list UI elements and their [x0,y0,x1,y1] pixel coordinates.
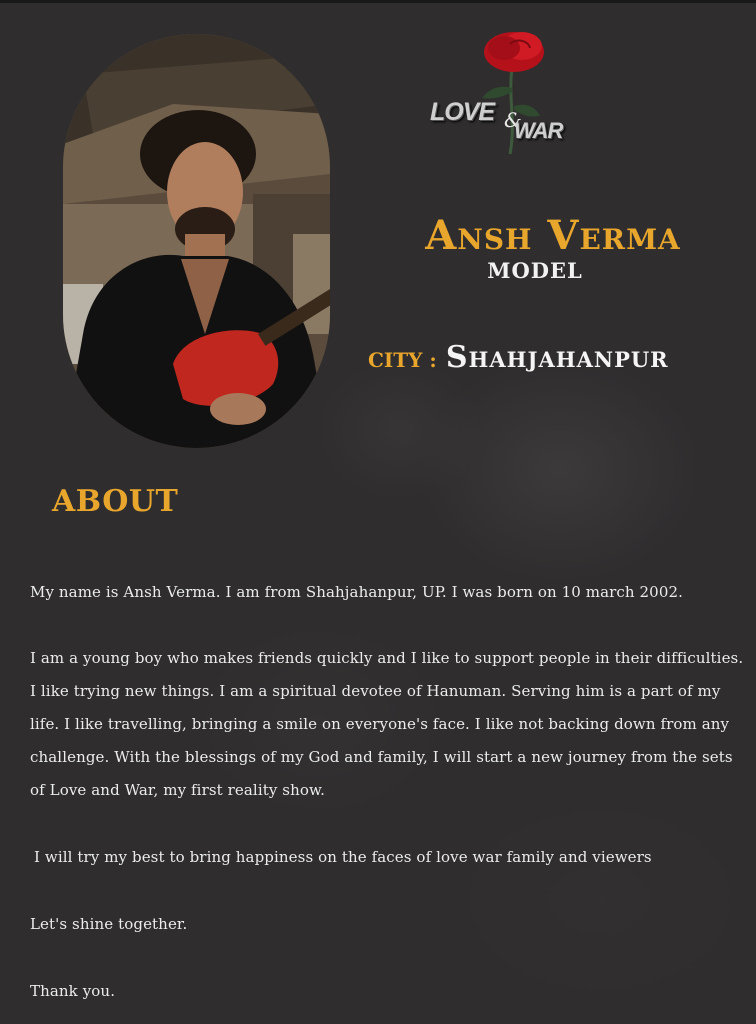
city-row [368,340,669,375]
city-value: Shahjahanpur [445,340,669,375]
top-border [0,0,756,3]
profile-photo [63,34,330,448]
rose-icon [420,28,600,158]
person-role: MODEL [487,258,583,283]
logo-word-war: WAR [514,118,563,143]
about-paragraph-shine: Let's shine together. [30,915,188,933]
logo-word-love: LOVE [430,98,495,126]
about-paragraph-promise: I will try my best to bring happiness on the faces of love war family and viewers [34,848,652,866]
city-label: CITY : [368,348,437,372]
person-name: Ansh Verma [425,212,681,259]
about-paragraph-main: I am a young boy who makes friends quickly and I like to support people in their difficulties. I like trying new things. I am a spiritual devotee of Hanuman. Serving him is a part of my life. I like travelling, bringing a smile on everyone's face. I like not backing down from any challenge. With the blessings of my God and family, I will start a new journey from the sets of Love and War, my first reality show. [30,649,744,799]
love-war-logo [420,28,600,158]
logo-ampersand: & [504,108,522,132]
about-heading: ABOUT [52,484,179,519]
about-paragraph-thanks: Thank you. [30,982,116,1000]
about-paragraph-intro: My name is Ansh Verma. I am from Shahjahanpur, UP. I was born on 10 march 2002. [30,583,683,601]
